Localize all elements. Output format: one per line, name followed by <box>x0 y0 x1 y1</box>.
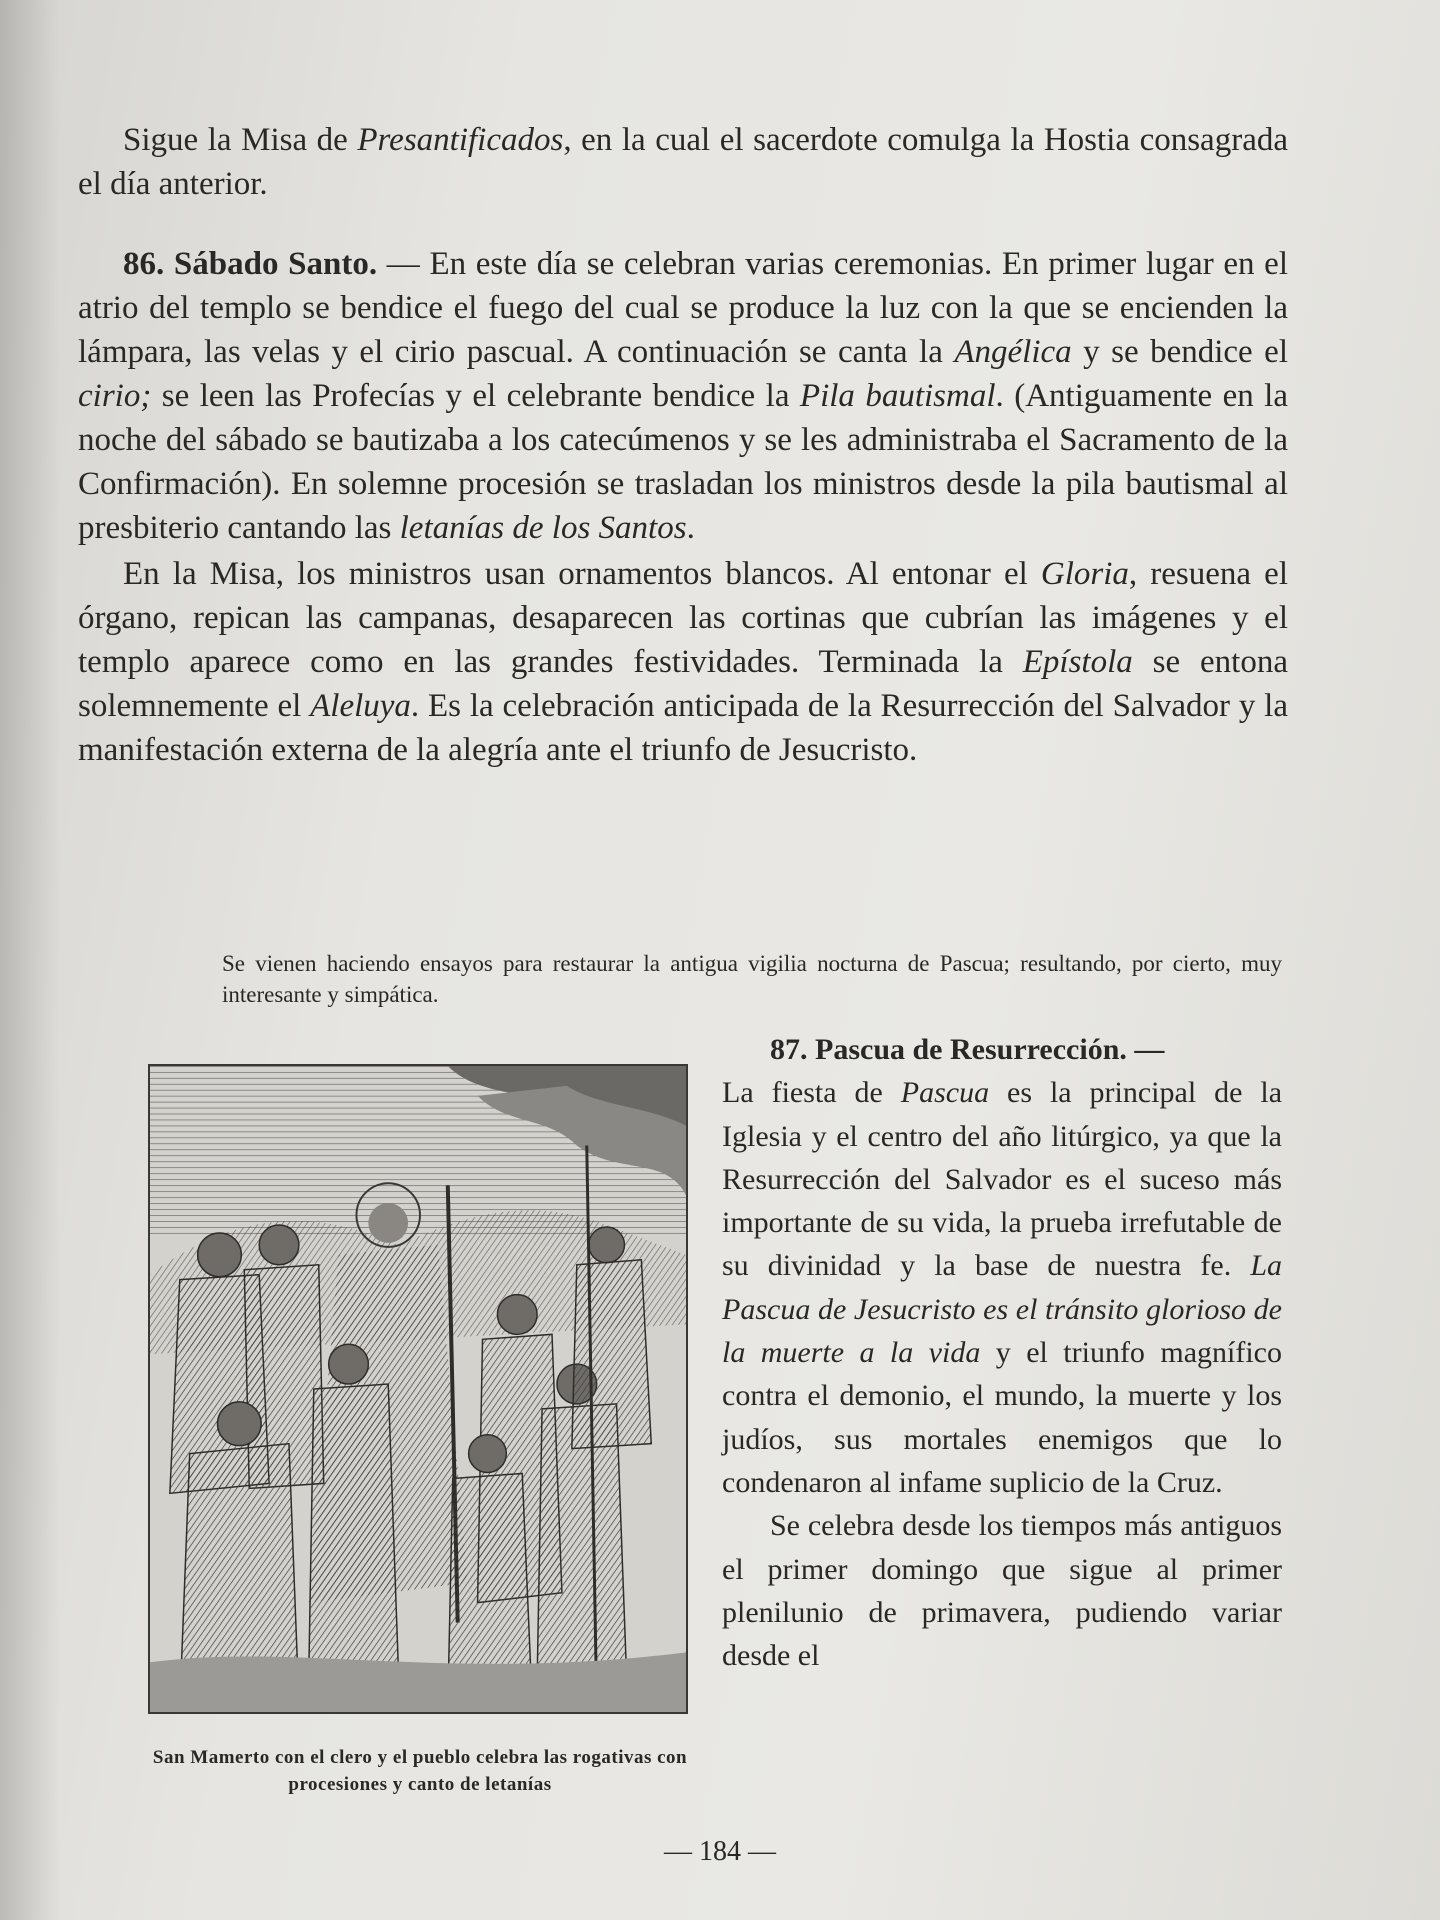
s86-p2-text: . Es la celebración anticipada de la Resurrección del Salvador y la manifestación externa de la alegría ante el triunfo de Jesucristo. <box>78 688 1288 768</box>
s87-text: La fiesta de <box>722 1076 901 1110</box>
intro-italic: Presantificados <box>357 122 564 158</box>
s86-text: En este día se celebran varias ceremonias. En primer lugar en el atrio del templo se bendice el fuego del cual se produce la luz con la que se encienden la lámpara, las velas y el cirio pascual. A continuación se canta la <box>78 246 1288 370</box>
s86-text: se leen las Profecías y el celebrante bendice la <box>151 378 800 414</box>
section-87-heading: 87. Pascua de Resurrección. — <box>770 1033 1165 1066</box>
s86-p2-italic: Aleluya <box>310 688 411 724</box>
s86-p2-text: En la Misa, los ministros usan ornamentos blancos. Al entonar el <box>123 556 1041 592</box>
s87-italic: La Pascua de Jesucristo es el tránsito glorioso de la muerte a la vida <box>722 1249 1282 1370</box>
s86-p2-text: , resuena el órgano, repican las campanas, desaparecen las cortinas que cubrían las imágenes y el templo aparece como en las grandes festividades. Terminada la <box>78 556 1288 680</box>
s87-text: es la principal de la Iglesia y el centro del año litúrgico, ya que la Resurrección del Salvador es el suceso más importante de su vida, la prueba irrefutable de su divinidad y la base de nuestra fe. <box>722 1076 1283 1283</box>
intro-text: Sigue la Misa de <box>123 122 358 158</box>
s86-text: . (Antiguamente en la noche del sábado se bautizaba a los catecúmenos y se les administraba el Sacramento de la Confirmación). En solemne procesión se trasladan los ministros desde la pila bautismal al presbiterio cantando las <box>78 378 1288 546</box>
page-edge-shadow <box>0 0 60 1920</box>
s87-text: y el triunfo magnífico contra el demonio, el mundo, la muerte y los judíos, sus mortales enemigos que lo condenaron al infame suplicio de la Cruz. <box>722 1336 1282 1499</box>
s86-p2-text: se entona solemnemente el <box>78 644 1288 724</box>
s86-p2-italic: Epístola <box>1022 644 1133 680</box>
intro-text-end: , en la cual el sacerdote comulga la Hostia consagrada el día anterior. <box>78 122 1288 202</box>
s86-text: . <box>686 510 695 546</box>
s86-italic: Pila bautismal <box>799 378 996 414</box>
s86-text: y se bendice el <box>1071 334 1288 370</box>
s86-italic: Angélica <box>954 334 1072 370</box>
engraving-illustration <box>148 1064 688 1714</box>
s86-italic: cirio; <box>78 378 152 414</box>
s87-p2: Se celebra desde los tiempos más antiguos el primer domingo que sigue al primer plenilunio de primavera, pudiendo variar desde el <box>722 1509 1282 1673</box>
intro-paragraph <box>78 118 1288 206</box>
section-86 <box>78 242 1288 772</box>
footnote: Se vienen haciendo ensayos para restaurar la antigua vigilia nocturna de Pascua; resultando, por cierto, muy interesante y simpática. <box>222 951 1282 1007</box>
heading-dash: — <box>377 246 430 282</box>
s86-p2-italic: Gloria <box>1040 556 1129 592</box>
figure-caption: San Mamerto con el clero y el pueblo celebra las rogativas con procesiones y canto de letanías <box>152 1747 688 1795</box>
procession-engraving <box>150 1066 686 1712</box>
s86-italic: letanías de los Santos <box>399 510 687 546</box>
page-number: — 184 — <box>664 1836 776 1867</box>
section-86-heading: 86. Sábado Santo. <box>123 246 378 282</box>
section-87 <box>722 1028 1282 1677</box>
s87-italic: Pascua <box>900 1076 990 1110</box>
